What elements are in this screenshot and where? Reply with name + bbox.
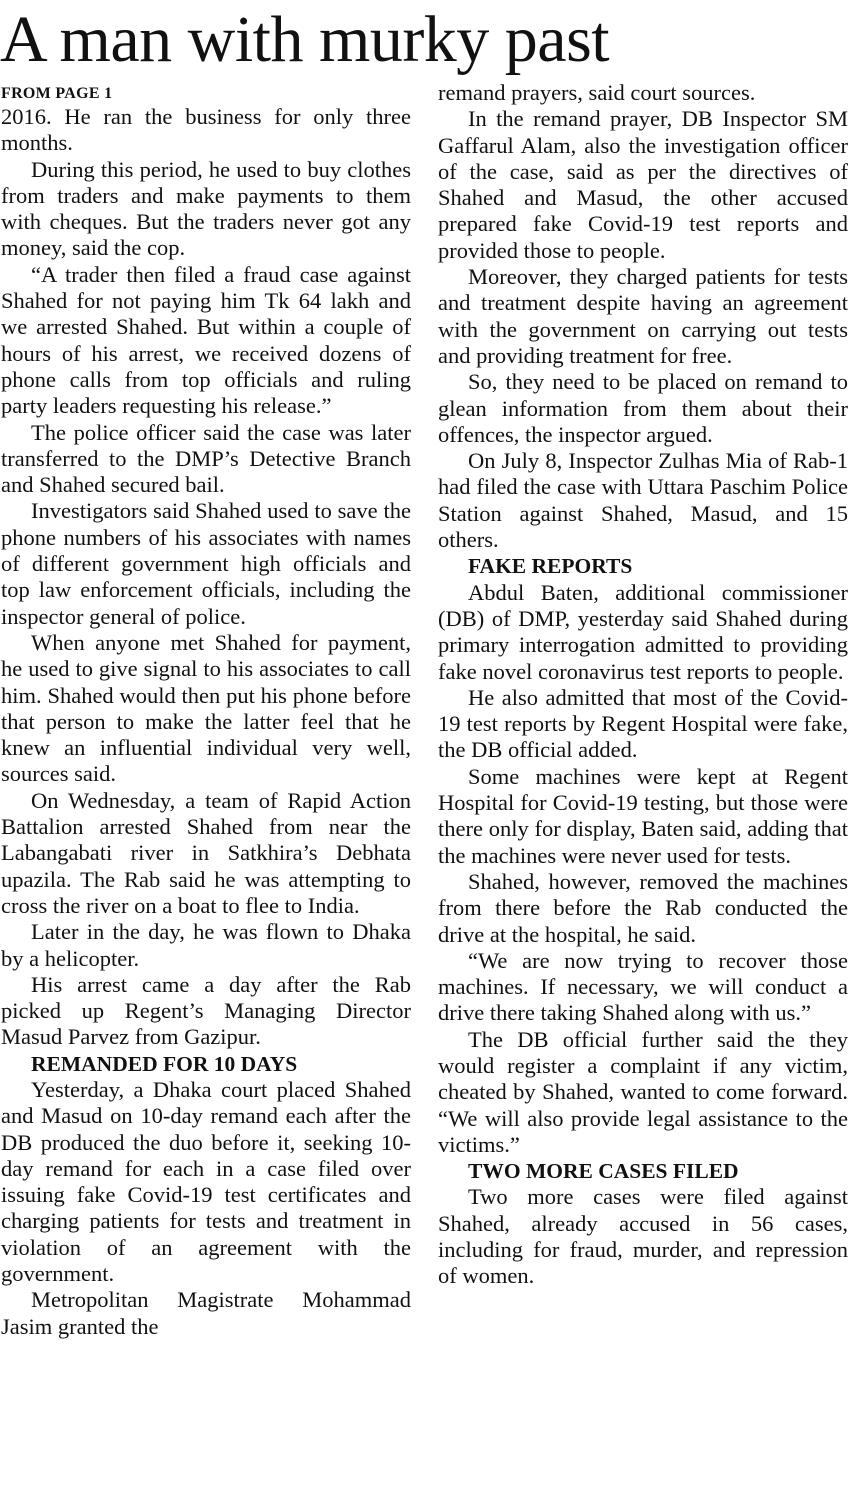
paragraph: Yesterday, a Dhaka court placed Shahed and Masud on 10-day remand each after the DB produced the duo before it, seeking 10-day remand for each in a case filed over issuing fake Covid-19 test certificates and charging patients for tests and treatment in violation of an agreement with the government. bbox=[1, 1076, 411, 1287]
paragraph: In the remand prayer, DB Inspector SM Gaffarul Alam, also the investigation officer of the case, said as per the directives of Shahed and Masud, the other accused prepared fake Covid-19 test reports and provided those to people. bbox=[438, 106, 848, 263]
paragraph: Shahed, however, removed the machines from there before the Rab conducted the drive at the hospital, he said. bbox=[438, 868, 848, 947]
paragraph: “A trader then filed a fraud case against Shahed for not paying him Tk 64 lakh and we arrested Shahed. But within a couple of hours of his arrest, we received dozens of phone calls from top officials and ruling party leaders requesting his release.” bbox=[1, 261, 411, 419]
paragraph: On July 8, Inspector Zulhas Mia of Rab-1 had filed the case with Uttara Paschim Police Station against Shahed, Masud, and 15 others. bbox=[438, 448, 848, 553]
left-column bbox=[1, 84, 411, 1509]
paragraph: Later in the day, he was flown to Dhaka by a helicopter. bbox=[1, 919, 411, 971]
paragraph: He also admitted that most of the Covid-19 test reports by Regent Hospital were fake, the DB official added. bbox=[438, 684, 848, 763]
paragraph: The DB official further said the they would register a complaint if any victim, cheated by Shahed, wanted to come forward. “We will also provide legal assistance to the victims.” bbox=[438, 1026, 848, 1157]
section-subhead: FAKE REPORTS bbox=[468, 554, 633, 579]
paragraph: Some machines were kept at Regent Hospital for Covid-19 testing, but those were there only for display, Baten said, adding that the machines were never used for tests. bbox=[438, 763, 848, 868]
continuation-kicker: FROM PAGE 1 bbox=[1, 85, 113, 102]
paragraph: On Wednesday, a team of Rapid Action Battalion arrested Shahed from near the Labangabati river in Satkhira’s Debhata upazila. The Rab said he was attempting to cross the river on a boat to flee to India. bbox=[1, 787, 411, 918]
section-subhead: REMANDED FOR 10 DAYS bbox=[31, 1051, 298, 1076]
right-column bbox=[438, 84, 848, 1509]
paragraph: Abdul Baten, additional commissioner (DB) of DMP, yesterday said Shahed during primary interrogation admitted to providing fake novel coronavirus test reports to people. bbox=[438, 579, 848, 684]
paragraph: Moreover, they charged patients for tests and treatment despite having an agreement with the government on carrying out tests and providing treatment for free. bbox=[438, 264, 848, 368]
paragraph: “We are now trying to recover those machines. If necessary, we will conduct a drive there taking Shahed along with us.” bbox=[438, 947, 848, 1026]
paragraph: During this period, he used to buy clothes from traders and make payments to them with cheques. But the traders never got any money, said the cop. bbox=[1, 156, 411, 261]
paragraph-continued: remand prayers, said court sources. bbox=[438, 84, 756, 105]
paragraph: His arrest came a day after the Rab picked up Regent’s Managing Director Masud Parvez from Gazipur. bbox=[1, 971, 411, 1050]
paragraph: Two more cases were filed against Shahed, already accused in 56 cases, including for fraud, murder, and repression of women. bbox=[438, 1184, 848, 1289]
paragraph: 2016. He ran the business for only three months. bbox=[1, 104, 411, 156]
paragraph: When anyone met Shahed for payment, he used to give signal to his associates to call him. Shahed would then put his phone before that person to make the latter feel that he knew an influential individual very well, sources said. bbox=[1, 629, 411, 787]
section-subhead: TWO MORE CASES FILED bbox=[468, 1159, 739, 1184]
headline: A man with murky past bbox=[0, 3, 610, 76]
paragraph: Investigators said Shahed used to save the phone numbers of his associates with names of different government high officials and top law enforcement officials, including the inspector general of police. bbox=[1, 498, 411, 629]
paragraph: So, they need to be placed on remand to glean information from them about their offences, the inspector argued. bbox=[438, 369, 848, 447]
paragraph: The police officer said the case was later transferred to the DMP’s Detective Branch and Shahed secured bail. bbox=[1, 419, 411, 498]
paragraph: Metropolitan Magistrate Mohammad Jasim granted the bbox=[1, 1287, 411, 1339]
